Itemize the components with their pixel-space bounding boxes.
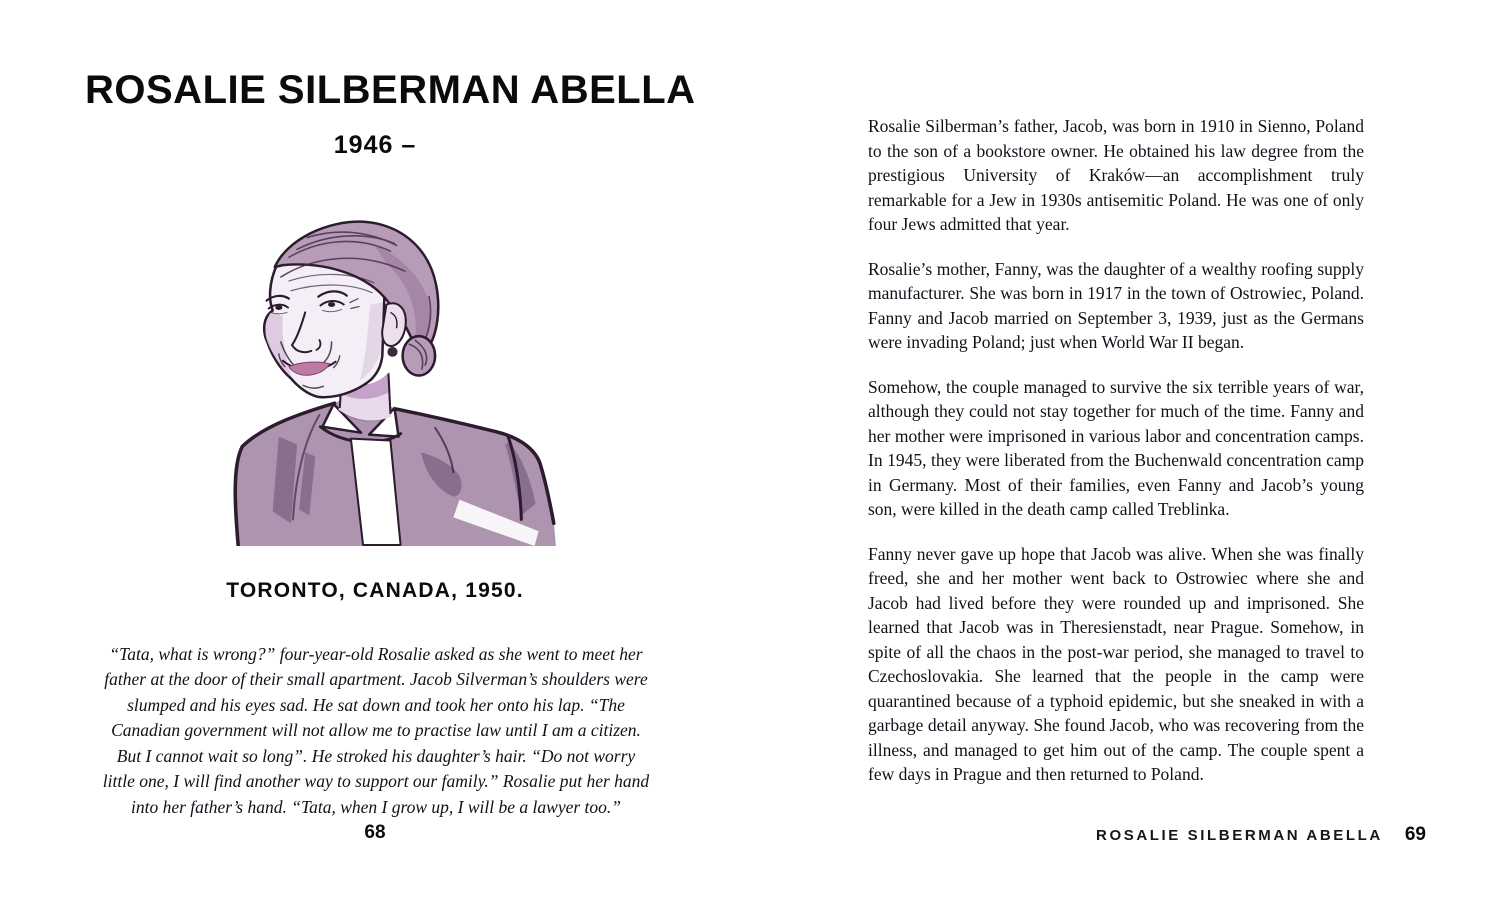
running-header: ROSALIE SILBERMAN ABELLA — [1096, 827, 1383, 844]
footer-right — [1096, 824, 1426, 846]
body-text — [868, 114, 1364, 807]
ear — [382, 303, 406, 356]
lifespan-years: 1946 – — [333, 131, 417, 159]
illustration-caption: TORONTO, CANADA, 1950. — [226, 579, 524, 602]
page-title: ROSALIE SILBERMAN ABELLA — [85, 68, 696, 112]
body-paragraph: Fanny never gave up hope that Jacob was alive. When she was finally freed, she and her mother went back to Ostrowiec where she and Jacob had lived before they were rounded up and imprisoned. She learned that Jacob was in Theresienstadt, near Prague. Somehow, in spite of all the chaos in the post-war period, she managed to travel to Czechoslovakia. She learned that the people in the camp were quarantined because of a typhoid epidemic, but she sneaked in with a garbage detail anyway. She found Jacob, who was recovering from the illness, and managed to get him out of the camp. The couple spent a few days in Prague and then returned to Poland. — [868, 543, 1364, 784]
page-number-right: 69 — [1404, 824, 1426, 845]
left-pupil — [275, 305, 282, 310]
hair-bun — [403, 336, 435, 375]
page-number-left: 68 — [364, 822, 386, 843]
body-paragraph: Rosalie Silberman’s father, Jacob, was born in 1910 in Sienno, Poland to the son of a bookstore owner. He obtained his law degree from the prestigious University of Kraków—an accomplishment truly remarkable for a Jew in 1930s antisemitic Poland. He was one of only four Jews admitted that year. — [868, 116, 1364, 234]
portrait-illustration — [222, 206, 567, 546]
body-paragraph: Rosalie’s mother, Fanny, was the daughter of a wealthy roofing supply manufacturer. She was born in 1917 in the town of Ostrowiec, Poland. Fanny and Jacob married on September 3, 1939, just as the Germans were invading Poland; just when World War II began. — [868, 258, 1364, 352]
right-pupil — [328, 302, 335, 307]
body-paragraph: Somehow, the couple managed to survive the six terrible years of war, although they could not stay together for much of the time. Fanny and her mother were imprisoned in various labor and concentration camps. In 1945, they were liberated from the Buchenwald concentration camp in Germany. Most of their families, even Fanny and Jacob’s young son, were killed in the death camp called Treblinka. — [868, 376, 1364, 519]
opening-quote: “Tata, what is wrong?” four-year-old Rosalie asked as she went to meet her father at the door of their small apartment. Jacob Silverman’s shoulders were slumped and his eyes sad. He sat down and took her onto his lap. “The Canadian government will not allow me to practise law until I am a citizen. But I cannot wait so long”. He stroked his daughter’s hair. “Do not worry little one, I will find another way to support our family.” Rosalie put her hand into her father’s hand. “Tata, when I grow up, I will be a lawyer too.” — [102, 643, 650, 817]
earring-icon — [387, 347, 397, 357]
